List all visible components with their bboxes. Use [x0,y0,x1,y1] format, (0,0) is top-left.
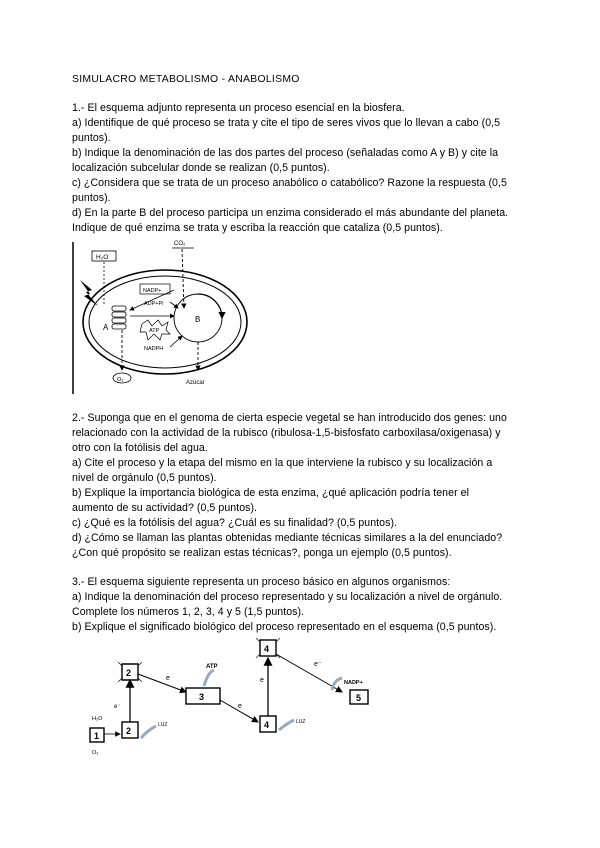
label-b: B [195,315,201,324]
q2-line: d) ¿Cómo se llaman las plantas obtenidas mediante técnicas similares a la del enunciado? [72,532,503,544]
co2-label: CO₂ [174,241,186,247]
azucar-label: Azúcar [186,380,205,386]
box-3-label: 3 [199,692,205,702]
q2-line: relacionado con la actividad de la rubisco (ribulosa-1,5-bisfosfato carboxilasa/oxigenasa) y [72,427,501,439]
q1-line: localización subcelular donde se realizan (0,5 puntos). [72,162,330,174]
box-4-top-label: 4 [264,644,270,654]
q2-line: a) Cite el proceso y la etapa del mismo en la que interviene la rubisco y su localización a [72,457,493,469]
h2o-label: H₂O [96,254,109,261]
q2-line: ¿Con qué propósito se realizan estas técnicas?, ponga un ejemplo (0,5 puntos). [72,547,452,559]
q1-line: puntos). [72,192,111,204]
q1-line: Indique de qué enzima se trata y escriba la reacción que cataliza (0,5 puntos). [72,222,443,234]
box-5-label: 5 [356,693,362,703]
atp-label: ATP [149,328,160,334]
atp-label: ATP [206,664,218,670]
e-label-4: e⁻ [314,661,322,668]
document-title: SIMULACRO METABOLISMO - ANABOLISMO [72,74,300,85]
q2-line: otro con la fotólisis del agua. [72,442,208,454]
q2-line: 2.- Suponga que en el genoma de cierta especie vegetal se han introducido dos genes: uno [72,412,507,424]
q2-line: aumento de su actividad? (0,5 puntos). [72,502,258,514]
luz-label-1: LUZ [158,722,168,728]
e-label-2: e [238,703,242,710]
box-2-bottom-label: 2 [126,726,132,736]
o2-label: O₂ [117,377,124,383]
q2-line: b) Explique la importancia biológica de esta enzima, ¿qué aplicación podría tener el [72,487,469,499]
box-2-top-label: 2 [126,668,132,678]
q1-line: d) En la parte B del proceso participa un enzima considerado el más abundante del planeta. [72,207,509,219]
e-minus-label: e⁻ [114,704,121,710]
q1-line: a) Identifique de qué proceso se trata y cite el tipo de seres vivos que lo llevan a cabo (0,5 [72,117,501,129]
e-label-3: e [260,677,264,684]
q1-line: c) ¿Considera que se trata de un proceso anabólico o catabólico? Razone la respuesta (0,5 [72,177,507,189]
q2-line: nivel de orgánulo (0,5 puntos). [72,472,217,484]
luz-label-2: LUZ [296,719,306,725]
electron-transport-diagram [86,634,386,764]
box-4-bottom-label: 4 [264,720,270,730]
q3-line: Complete los números 1, 2, 3, 4 y 5 (1,5 puntos). [72,606,305,618]
h2o-label: H₂O [92,716,103,722]
q1-line: b) Indique la denominación de las dos partes del proceso (señaladas como A y B) y cite la [72,147,499,159]
adp-pi-label: ADP+Pi [144,301,164,307]
thylakoid-stack [112,306,126,329]
label-a: A [103,323,109,332]
o2-label: O₂ [92,750,99,756]
q1-line: 1.- El esquema adjunto representa un proceso esencial en la biosfera. [72,102,405,114]
nadp-label: NADP+ [344,680,363,686]
nadph-label: NADPH [144,346,164,352]
photosynthesis-diagram [70,236,250,396]
e-label-1: e [166,675,170,682]
box-1-label: 1 [94,731,100,741]
q3-line: a) Indique la denominación del proceso representado y su localización a nivel de orgánulo. [72,591,503,603]
nadp-label: NADP+ [143,288,162,294]
q3-line: b) Explique el significado biológico del proceso representado en el esquema (0,5 puntos). [72,621,497,633]
q2-line: c) ¿Qué es la fotólisis del agua? ¿Cuál es su finalidad? (0,5 puntos). [72,517,398,529]
q1-line: puntos). [72,132,111,144]
q3-line: 3.- El esquema siguiente representa un proceso básico en algunos organismos: [72,576,451,588]
